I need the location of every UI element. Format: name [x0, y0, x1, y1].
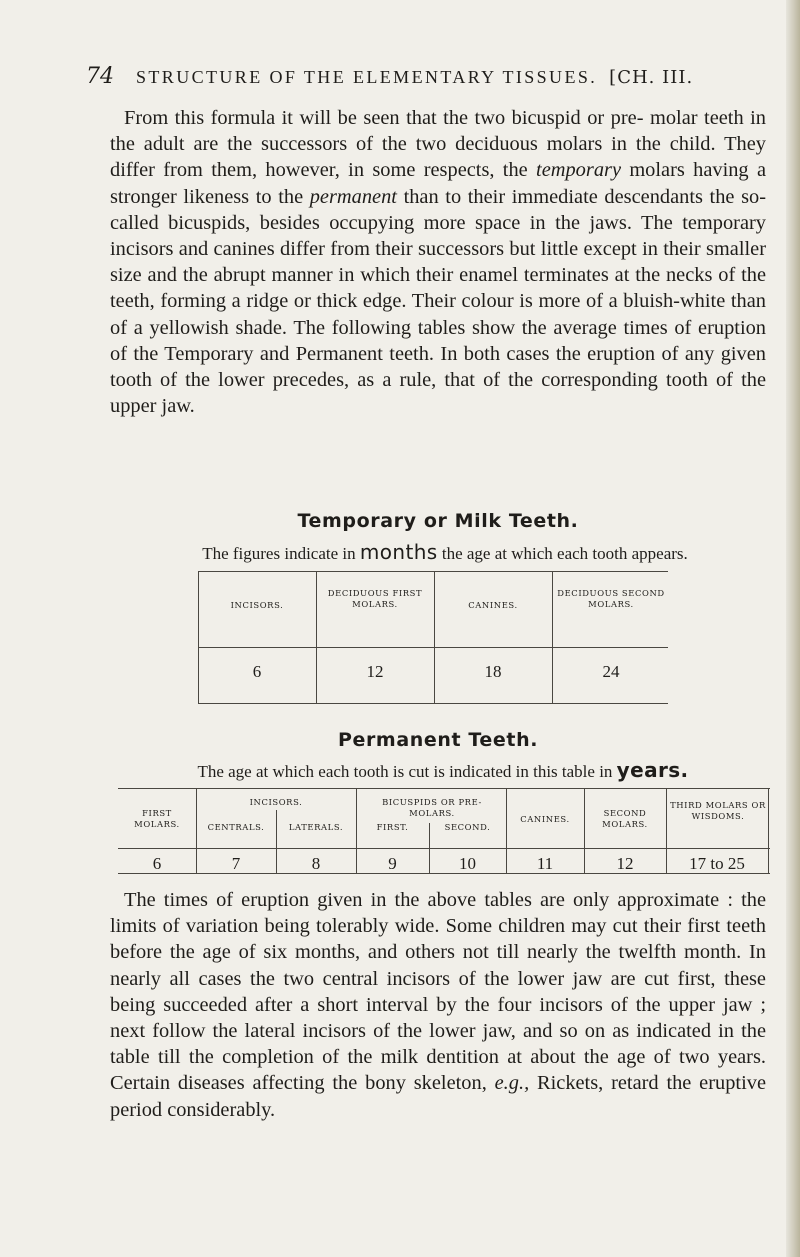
intro-text-3: than to their immediate descendants the so-called bicuspids, besides occupying more space in the jaws. The temporary incisors and canines differ from their successors but little except in their smaller size and the abrupt manner in which their enamel terminates at the necks of the teeth, forming a ridge or thick edge. Their colour is more of a bluish-white than of a yellowish shade. The following tables show the average times of eruption of the Temporary and Permanent teeth. In both cases the eruption of any given tooth of the lower precedes, as a rule, that of the corresponding tooth of the upper jaw.: [110, 185, 766, 418]
permanent-value-bicuspid-first: 9: [388, 854, 397, 873]
permanent-header-laterals: LATERALS.: [288, 822, 344, 832]
temporary-caption-text-2: the age at which each tooth appears.: [437, 544, 688, 563]
temporary-value-second-molars: 24: [602, 662, 620, 681]
table-rule: [118, 848, 770, 849]
permanent-table-title: Permanent Teeth.: [337, 729, 539, 751]
permanent-value-first-molars: 6: [152, 854, 162, 873]
temporary-caption-unit: months: [359, 540, 438, 564]
closing-emphasis-eg: e.g.,: [494, 1072, 530, 1095]
permanent-header-third-molars: THIRD MOLARS OR WISDOMS.: [670, 800, 766, 821]
table-rule: [198, 571, 668, 572]
permanent-group-bicuspids: BICUSPIDS OR PRE- MOLARS.: [382, 797, 482, 818]
intro-emphasis-permanent: permanent: [309, 185, 397, 208]
intro-paragraph: [110, 105, 766, 419]
temporary-value-canines: 18: [484, 662, 502, 681]
permanent-header-canines: CANINES.: [520, 814, 570, 824]
page-edge-shadow: [786, 0, 800, 1257]
running-title: STRUCTURE OF THE ELEMENTARY TISSUES.: [136, 67, 598, 87]
permanent-table-caption: [118, 758, 768, 782]
temporary-caption-text: The figures indicate in: [202, 544, 360, 563]
permanent-group-incisors: INCISORS.: [249, 797, 303, 807]
permanent-value-canines: 11: [536, 854, 554, 873]
permanent-value-laterals: 8: [311, 854, 321, 873]
table-rule: [198, 647, 668, 648]
permanent-header-bicuspid-second: SECOND.: [444, 822, 491, 832]
permanent-value-bicuspid-second: 10: [459, 854, 476, 873]
table-rule: [434, 571, 435, 703]
intro-text-1: From this formula it will be seen that the two bicuspid or pre- molar teeth in the adult are the successors of the two deciduous molars in the child. They differ from them, however, in some respects, the: [110, 107, 766, 182]
temporary-value-first-molars: 12: [366, 662, 384, 681]
temporary-header-incisors: INCISORS.: [230, 600, 284, 610]
table-rule: [198, 703, 668, 704]
temporary-header-canines: CANINES.: [468, 600, 518, 610]
closing-text-2: Rickets, retard the eruptive period considerably.: [110, 1072, 766, 1121]
temporary-table-title: Temporary or Milk Teeth.: [297, 510, 579, 532]
table-rule: [118, 788, 770, 789]
running-head: [86, 64, 766, 89]
table-rule: [198, 571, 199, 703]
permanent-header-second-molars: SECOND MOLARS.: [602, 808, 648, 829]
closing-text-1: The times of eruption given in the above tables are only approximate : the limits of variation being tolerably wide. Some children may cut their first teeth before the age of six months, and others not till nearly the twelfth month. In nearly all cases the two central incisors of the lower jaw are cut first, these being succeeded after a short interval by the four incisors of the upper jaw ; next follow the lateral incisors of the lower jaw, and so on as indicated in the table till the completion of the milk dentition at about the age of two years. Certain diseases affecting the bony skeleton,: [110, 889, 766, 1095]
permanent-value-centrals: 7: [231, 854, 241, 873]
page-number: 74: [86, 64, 114, 89]
temporary-header-second-molars: DECIDUOUS SECOND MOLARS.: [557, 588, 665, 609]
temporary-value-incisors: 6: [252, 662, 262, 681]
permanent-caption-text: The age at which each tooth is cut is indicated in this table in: [197, 762, 617, 781]
table-rule: [768, 788, 769, 873]
permanent-caption-unit: years.: [616, 758, 689, 782]
permanent-header-centrals: CENTRALS.: [207, 822, 265, 832]
temporary-table-caption: [120, 540, 770, 564]
intro-text-2: molars having a stronger likeness to the: [110, 159, 767, 208]
chapter-reference: [CH. III.: [609, 67, 694, 88]
permanent-header-first-molars: FIRST MOLARS.: [134, 808, 180, 829]
closing-paragraph: [110, 887, 766, 1123]
permanent-value-third-molars: 17 to 25: [689, 854, 745, 873]
temporary-header-first-molars: DECIDUOUS FIRST MOLARS.: [327, 588, 423, 609]
permanent-value-second-molars: 12: [616, 854, 634, 873]
intro-emphasis-temporary: temporary: [536, 159, 621, 182]
permanent-header-bicuspid-first: FIRST.: [376, 822, 409, 832]
